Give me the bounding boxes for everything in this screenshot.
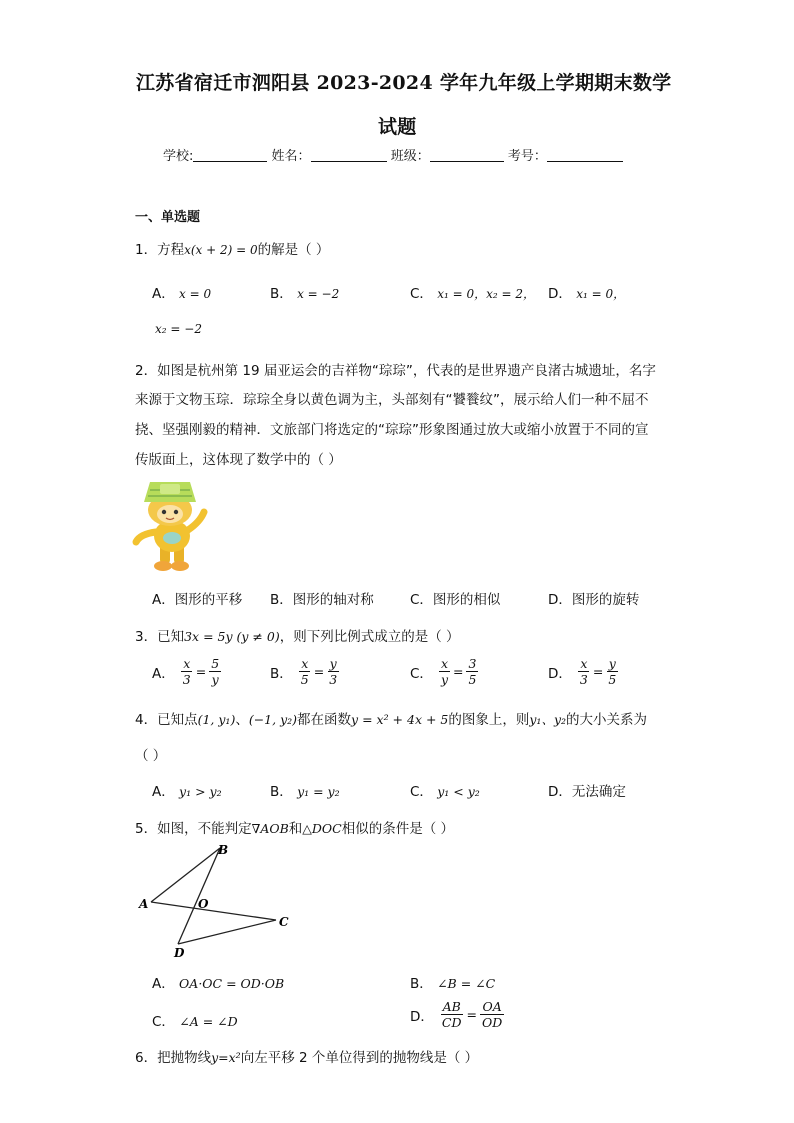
q3-option-b[interactable]: B． $\frac{x}{5}$ = $\frac{y}{3}$ [270, 656, 338, 687]
q4-option-a[interactable]: A． y₁ > y₂ [152, 784, 222, 800]
q1-number: 1． [135, 242, 158, 258]
q2-option-a[interactable]: A．图形的平移 [152, 592, 243, 608]
q2-line3: 挠、坚强刚毅的精神．文旅部门将选定的“琮琮”形象图通过放大或缩小放置于不同的宣 [135, 422, 649, 438]
q2-option-b[interactable]: B．图形的轴对称 [270, 592, 374, 608]
q4-option-b[interactable]: B． y₁ = y₂ [270, 784, 340, 800]
exam-number-label: 考号： [507, 149, 547, 164]
point-a-label: A [139, 897, 149, 911]
q4-line2: （ ） [135, 748, 167, 764]
question-5-stem: 5．如图，不能判定∇AOB和△DOC相似的条件是（ ） [135, 821, 455, 837]
q3-option-a[interactable]: A． $\frac{x}{3}$ = $\frac{5}{y}$ [152, 656, 220, 687]
point-c-label: C [279, 915, 289, 929]
point-b-label: B [218, 843, 229, 857]
q3-equation: 3x = 5y (y ≠ 0) [184, 629, 280, 644]
class-label: 班级： [390, 149, 430, 164]
school-label: 学校: [163, 149, 194, 164]
q2-line2: 来源于文物玉琮．琮琮全身以黄色调为主，头部刻有“饕餮纹”，展示给人们一种不屈不 [135, 392, 649, 408]
q1-option-b[interactable]: B． x = −2 [270, 286, 340, 302]
q5-option-c[interactable]: C． ∠A = ∠D [152, 1014, 238, 1030]
question-4-stem: 4．已知点(1, y₁)、(−1, y₂)都在函数y = x² + 4x + 5的图象上，则y₁、y₂的大小关系为 [135, 712, 648, 728]
q5-geometry-figure [138, 840, 298, 960]
q5-option-b[interactable]: B． ∠B = ∠C [410, 976, 496, 992]
q1-option-a[interactable]: A． x = 0 [152, 286, 212, 302]
q1-pre: 方程 [157, 242, 185, 258]
q5-option-d[interactable]: D． $\frac{AB}{CD}$ = $\frac{OA}{OD}$ [410, 999, 503, 1030]
name-label: 姓名： [271, 149, 311, 164]
q2-line1: 2．如图是杭州第 19 届亚运会的吉祥物“琮琮”，代表的是世界遗产良渚古城遗址，名字 [135, 363, 656, 379]
section-heading: 一、单选题 [135, 210, 201, 225]
mascot-illustration [130, 480, 212, 572]
q4-option-c[interactable]: C． y₁ < y₂ [410, 784, 480, 800]
q1-post: 的解是（ ） [257, 242, 330, 258]
q4-option-d[interactable]: D．无法确定 [548, 784, 626, 800]
exam-number-blank[interactable] [547, 147, 623, 162]
q1-option-d[interactable]: D． x₁ = 0， [548, 286, 626, 302]
q2-line4: 传版面上，这体现了数学中的（ ） [135, 452, 342, 468]
school-blank[interactable] [193, 147, 267, 162]
q1-equation: x(x + 2) = 0 [184, 243, 258, 257]
q3-option-d[interactable]: D． $\frac{x}{3}$ = $\frac{y}{5}$ [548, 656, 617, 687]
q5-option-a[interactable]: A． OA·OC = OD·OB [152, 976, 285, 992]
q1-option-c[interactable]: C． x₁ = 0，x₂ = 2， [410, 286, 536, 302]
q3-option-c[interactable]: C． $\frac{x}{y}$ = $\frac{3}{5}$ [410, 656, 477, 687]
question-6-stem: 6．把抛物线y=x²向左平移 2 个单位得到的抛物线是（ ） [135, 1050, 479, 1066]
point-o-label: O [198, 897, 209, 911]
name-blank[interactable] [311, 147, 387, 162]
q2-option-c[interactable]: C．图形的相似 [410, 592, 501, 608]
doc-title-line1: 江苏省宿迁市泗阳县 2023-2024 学年九年级上学期期末数学 [136, 72, 672, 94]
info-fields [163, 145, 623, 164]
point-d-label: D [174, 946, 185, 960]
question-3-stem: 3．已知3x = 5y (y ≠ 0)，则下列比例式成立的是（ ） [135, 629, 460, 645]
class-blank[interactable] [430, 147, 504, 162]
doc-title-line2: 试题 [378, 116, 417, 138]
question-1-stem [135, 238, 329, 258]
q2-option-d[interactable]: D．图形的旋转 [548, 592, 640, 608]
q1-option-d-continued: x₂ = −2 [155, 322, 202, 336]
